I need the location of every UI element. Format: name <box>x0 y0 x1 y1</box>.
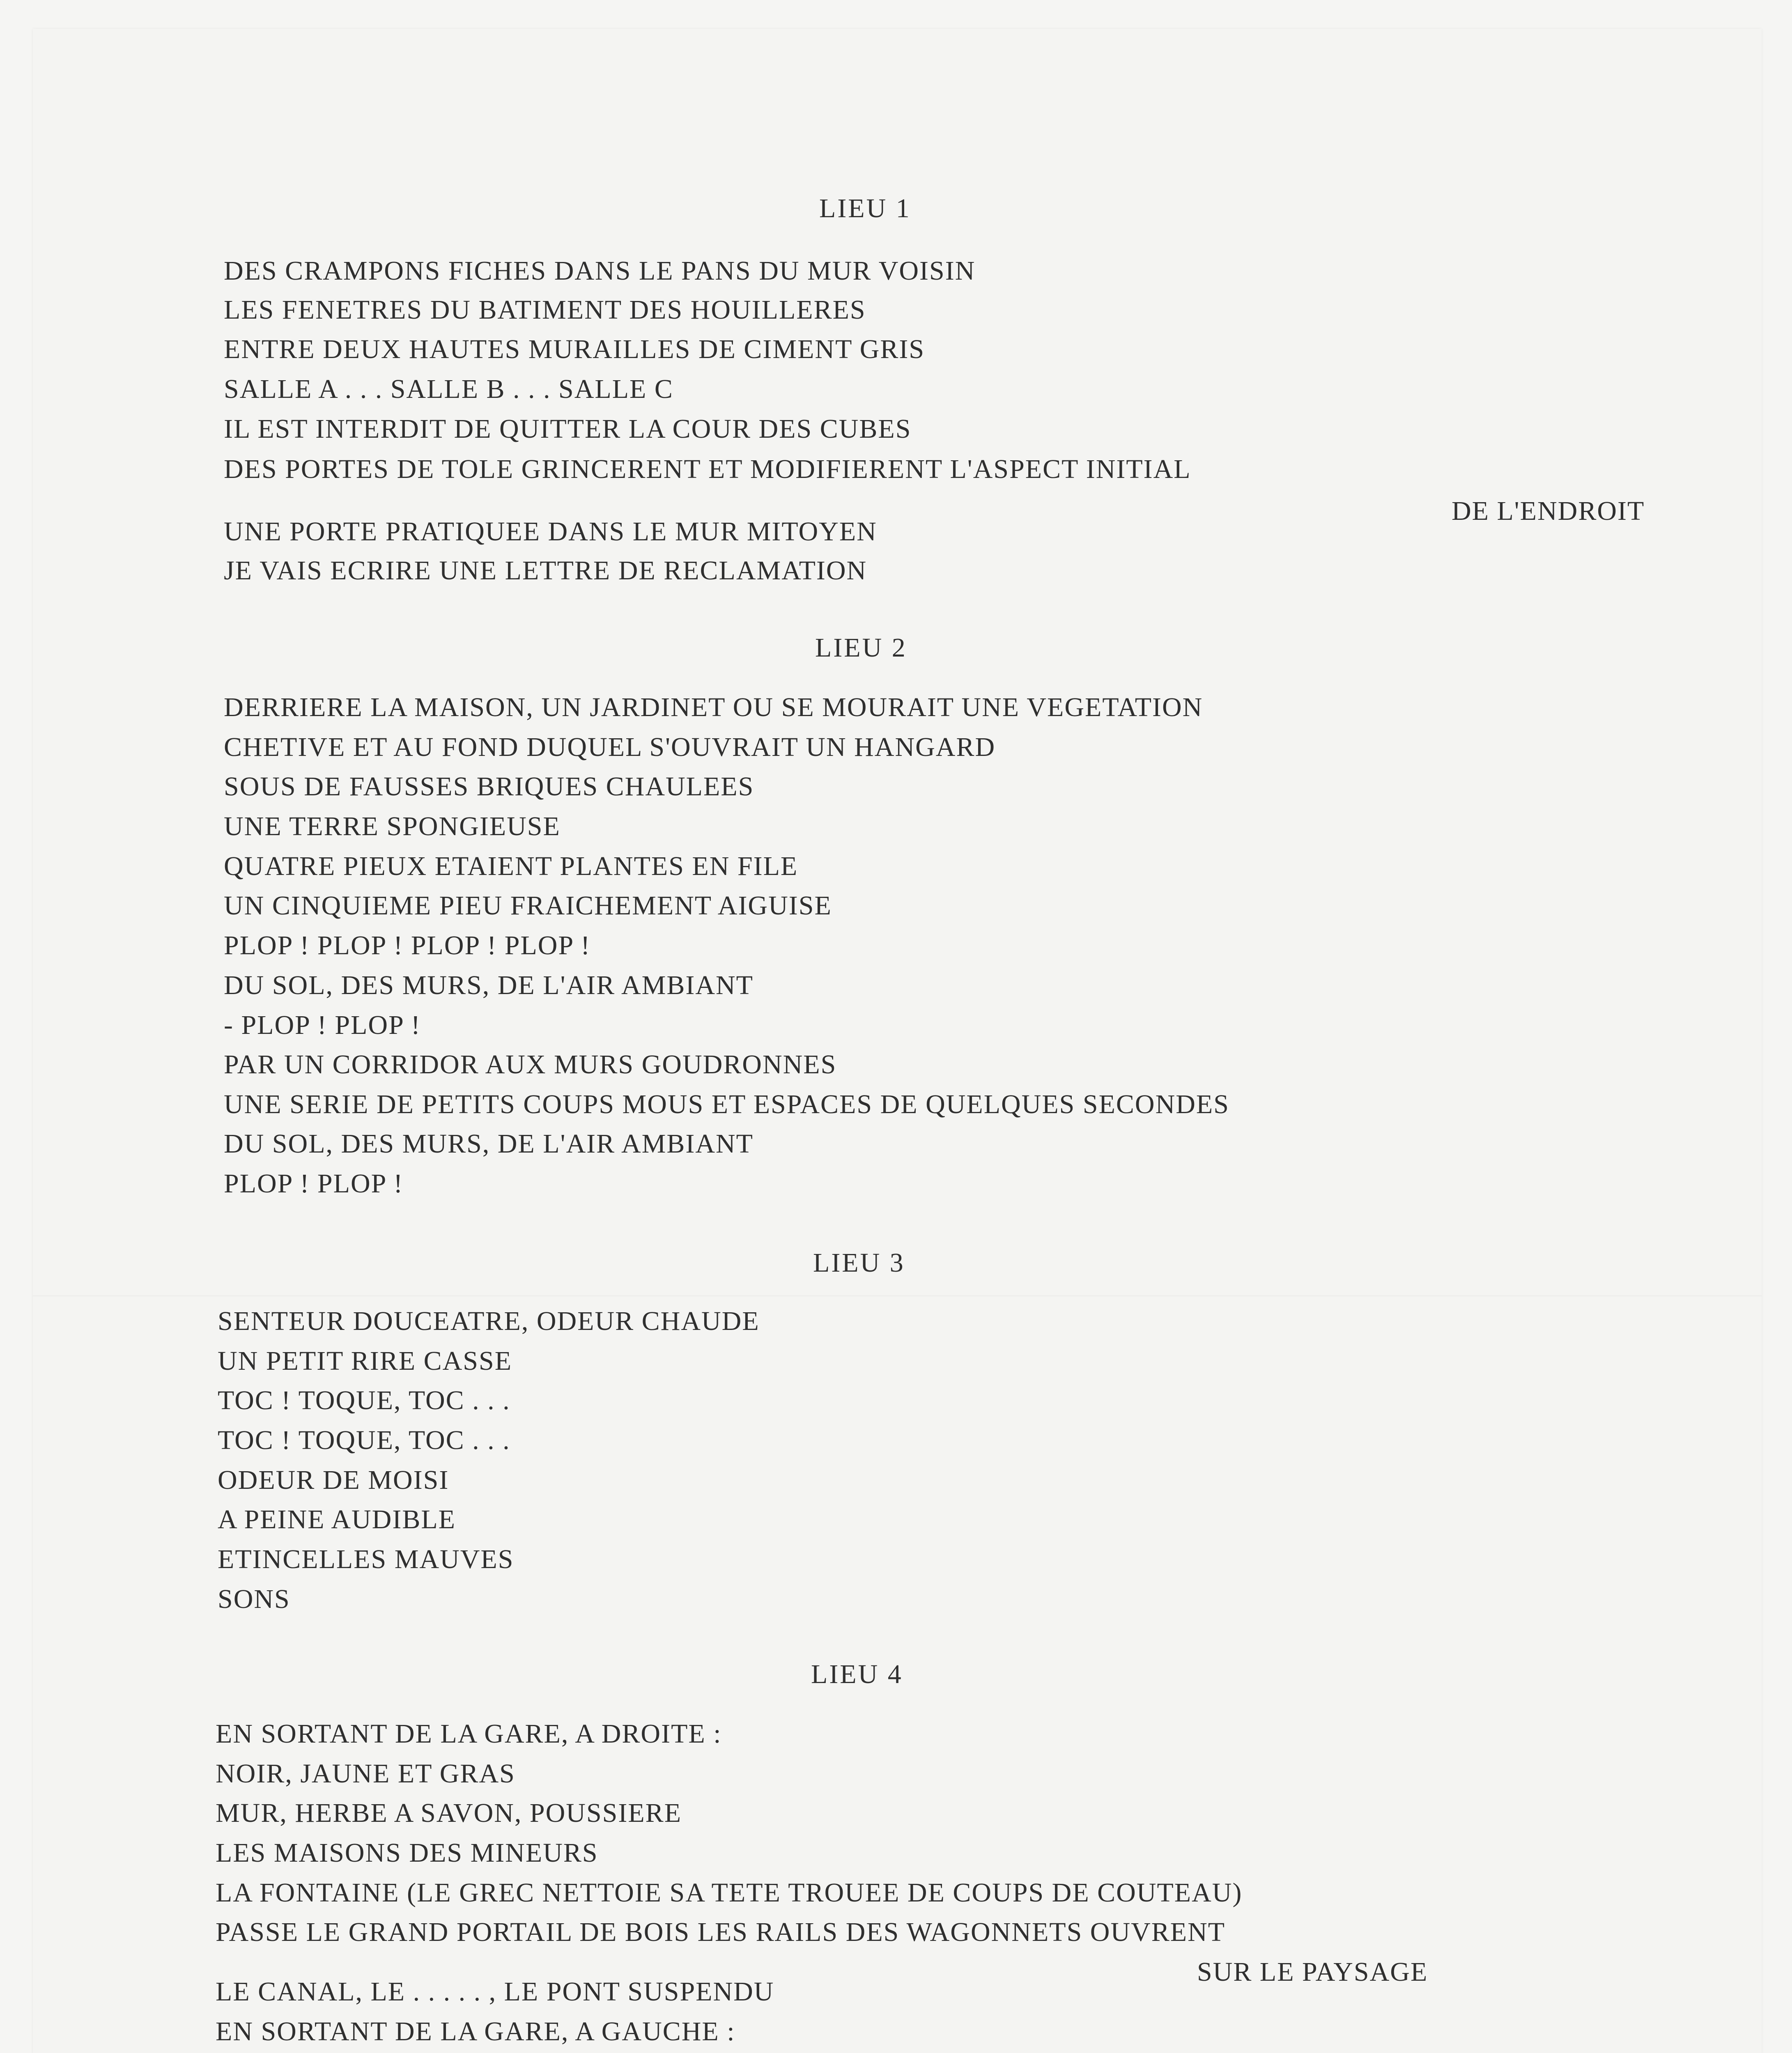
lieu-2-line: DU SOL, DES MURS, DE L'AIR AMBIANT <box>224 1129 754 1159</box>
lieu-2-line: PLOP ! PLOP ! PLOP ! PLOP ! <box>224 930 591 960</box>
lieu-2-line: UNE TERRE SPONGIEUSE <box>224 811 561 841</box>
lieu-2-line: PAR UN CORRIDOR AUX MURS GOUDRONNES <box>224 1049 837 1079</box>
lieu-3-line: SENTEUR DOUCEATRE, ODEUR CHAUDE <box>218 1306 760 1336</box>
lieu-1-line: SALLE A . . . SALLE B . . . SALLE C <box>224 374 673 404</box>
lieu-1-line: DES CRAMPONS FICHES DANS LE PANS DU MUR VOISIN <box>224 256 976 286</box>
lieu-1-line: DES PORTES DE TOLE GRINCERENT ET MODIFIERENT L'ASPECT INITIAL <box>224 454 1191 484</box>
lieu-4-line: LA FONTAINE (LE GREC NETTOIE SA TETE TROUEE DE COUPS DE COUTEAU) <box>216 1878 1243 1908</box>
lieu-2-line: DERRIERE LA MAISON, UN JARDINET OU SE MOURAIT UNE VEGETATION <box>224 692 1203 722</box>
lieu-4-line: EN SORTANT DE LA GARE, A DROITE : <box>216 1719 722 1749</box>
lieu-3-line: TOC ! TOQUE, TOC . . . <box>218 1425 510 1455</box>
lieu-2-line: UN CINQUIEME PIEU FRAICHEMENT AIGUISE <box>224 891 832 921</box>
lieu-4-line: SUR LE PAYSAGE <box>1197 1957 1428 1987</box>
lieu-3-line: TOC ! TOQUE, TOC . . . <box>218 1385 510 1415</box>
lieu-2-line: PLOP ! PLOP ! <box>224 1169 404 1199</box>
lieu-4-line: LE CANAL, LE . . . . . , LE PONT SUSPENDU <box>216 1977 774 2007</box>
lieu-1-line: JE VAIS ECRIRE UNE LETTRE DE RECLAMATION <box>224 556 867 586</box>
lieu-1-line: LES FENETRES DU BATIMENT DES HOUILLERES <box>224 295 866 325</box>
lieu-2-line: SOUS DE FAUSSES BRIQUES CHAULEES <box>224 772 754 801</box>
lieu-3-line: UN PETIT RIRE CASSE <box>218 1346 512 1376</box>
lieu-1-line: DE L'ENDROIT <box>1452 496 1645 526</box>
lieu-1-heading: LIEU 1 <box>819 193 911 223</box>
lieu-2-line: UNE SERIE DE PETITS COUPS MOUS ET ESPACES DE QUELQUES SECONDES <box>224 1089 1229 1119</box>
lieu-4-heading: LIEU 4 <box>811 1659 903 1689</box>
lieu-4-line: LES MAISONS DES MINEURS <box>216 1838 598 1868</box>
lieu-2-heading: LIEU 2 <box>815 633 907 663</box>
lieu-3-line: ETINCELLES MAUVES <box>218 1544 514 1574</box>
lieu-2-line: - PLOP ! PLOP ! <box>224 1010 421 1040</box>
lieu-4-line: PASSE LE GRAND PORTAIL DE BOIS LES RAILS DES WAGONNETS OUVRENT <box>216 1917 1226 1947</box>
paper-fold <box>33 1295 1762 1296</box>
lieu-3-heading: LIEU 3 <box>813 1248 905 1278</box>
lieu-3-line: A PEINE AUDIBLE <box>218 1504 456 1534</box>
lieu-2-line: DU SOL, DES MURS, DE L'AIR AMBIANT <box>224 970 754 1000</box>
lieu-1-line: ENTRE DEUX HAUTES MURAILLES DE CIMENT GRIS <box>224 334 925 364</box>
lieu-3-line: ODEUR DE MOISI <box>218 1465 449 1495</box>
lieu-4-line: NOIR, JAUNE ET GRAS <box>216 1759 515 1789</box>
lieu-1-line: UNE PORTE PRATIQUEE DANS LE MUR MITOYEN <box>224 517 877 547</box>
lieu-3-line: SONS <box>218 1584 290 1614</box>
lieu-4-line: EN SORTANT DE LA GARE, A GAUCHE : <box>216 2016 735 2046</box>
paper-sheet <box>33 29 1762 2053</box>
lieu-1-line: IL EST INTERDIT DE QUITTER LA COUR DES CUBES <box>224 414 912 444</box>
lieu-2-line: CHETIVE ET AU FOND DUQUEL S'OUVRAIT UN HANGARD <box>224 732 996 762</box>
lieu-4-line: MUR, HERBE A SAVON, POUSSIERE <box>216 1798 682 1828</box>
lieu-2-line: QUATRE PIEUX ETAIENT PLANTES EN FILE <box>224 851 798 881</box>
